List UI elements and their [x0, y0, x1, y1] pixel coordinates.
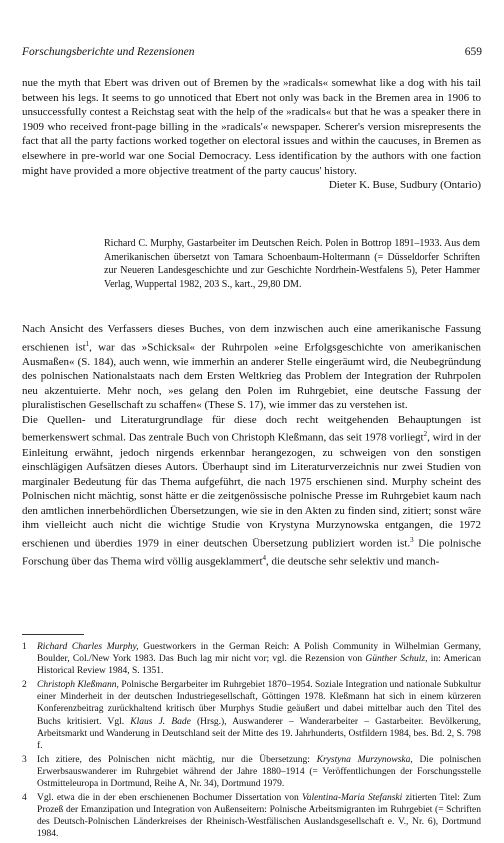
footnote — [22, 679, 481, 752]
text-segment: , wird in der Einleitung erwähnt, jedoch nirgends erkennbar herangezogen, zu schweigen von den sonstigen einschlägigen Aufsätzen dieses Autors. Überhaupt sind im Literaturverzeichnis nur zwei Studien von marginaler Bedeutung für das Thema aufgeführt, die nach 1975 erschienen sind. Murphy scheint des Polnischen nicht mächtig, sonst hätte er die zeitgenössische polnische Presse im Ruhrgebiet kaum nach den amtlichen innerbehördlichen Übersetzungen, wie sie in den Akten zu finden sind, zitiert; sonst wäre ihm vielleicht auch nicht die wichtige Studie von Krystyna Murzynowska entgangen, die 1972 erschienen und überdies 1979 in einer deutschen Übersetzung publiziert worden ist. — [22, 432, 481, 550]
footnote-number: 4 — [22, 793, 27, 804]
footnote-author: Valentina-Maria Stefanski — [301, 793, 403, 804]
text-segment: , war das »Schicksal« der Ruhrpolen »eine Erfolgsgeschichte von amerikanischen Ausmaßen« (S. 184), auch wenn, wie immerhin an anderer Stelle eingeräumt wird, die Neubegründung des polnischen Nationalstaats nach dem Ersten Weltkrieg das Problem der Integration der Ruhrpolen neu akzentuierte. Mehr noch, »es gelang den Polen im Ruhrgebiet, eine deutsche Fassung der pluralistischen Gesellschaft zu schaffen« (These S. 17), wie immer das zu verstehen ist. — [22, 341, 481, 412]
footnote-divider — [22, 634, 84, 635]
footnote-ref[interactable]: 4 — [262, 554, 267, 563]
footnote-author: Richard Charles Murphy, — [37, 642, 139, 652]
review-continuation — [22, 76, 481, 193]
reviewer-signature: Dieter K. Buse, Sudbury (Ontario) — [328, 179, 481, 192]
footnote-text: in: American Historical Review 1984, S. 1351. — [37, 654, 481, 677]
footnote-ref[interactable]: 2 — [423, 430, 428, 439]
text-segment: , die deutsche sehr selektiv und manch- — [266, 555, 440, 568]
footnote-text: Polnische Bergarbeiter im Ruhrgebiet 1870–1954. Soziale Integration und nationale Subkultur einer Minderheit in der deutschen Industriegesellschaft, Göttingen 1978. Kleßmann hat sich in einem kürzeren Konferenzbeitrag zurückhaltend kritisch über Murphys Studie geäußert und dabei mittelbar auch den Titel des Buchs kritisiert. Vgl. — [37, 680, 482, 727]
footnote-text: Guestworkers in the German Reich: A Polish Community in Wilhelmian Germany, Boulder, Col./New York 1983. Das Buch lag mir nicht vor; vgl. die Rezension von — [37, 642, 481, 665]
footnotes — [22, 641, 481, 843]
book-citation — [104, 237, 480, 291]
footnote — [22, 792, 481, 840]
footnote-number: 3 — [22, 754, 27, 765]
review-paragraph-2 — [22, 413, 481, 569]
running-header — [22, 46, 482, 60]
footnote-number: 2 — [22, 680, 27, 691]
text-segment: Die polnische Forschung über das Thema wird völlig ausgeklammert — [22, 537, 481, 568]
footnote-text: Die polnischen Erwerbsauswanderer im Ruhrgebiet während der Jahre 1880–1914 (= Veröffentlichungen der Forschungsstelle Ostmitteleuropa in Dortmund, Reihe A, Nr. 34), Dortmund 1979. — [37, 754, 482, 790]
footnote-text: Vgl. etwa die in der eben erschienenen Bochumer Dissertation von — [37, 793, 302, 804]
review-paragraph-1 — [22, 322, 481, 413]
footnote-ref[interactable]: 1 — [85, 339, 90, 348]
footnote-author: Christoph Kleßmann, — [37, 680, 119, 691]
footnote-author: Krystyna Murzynowska, — [316, 754, 413, 765]
footnote — [22, 754, 481, 790]
section-title: Forschungsberichte und Rezensionen — [22, 46, 195, 58]
footnote-text: (Hrsg.), Auswanderer – Wanderarbeiter – Gastarbeiter. Bevölkerung, Arbeitsmarkt und Wanderung in Deutschland seit der Mitte des 19. Jahrhunderts, Ostfildern 1984, bes. Bd. 2, S. 798 f. — [37, 716, 481, 751]
text-segment: Nach Ansicht des Verfassers dieses Buches, von dem inzwischen auch eine amerikanische Fassung erschienen ist — [22, 323, 481, 354]
page-number: 659 — [464, 46, 482, 58]
review-paragraph: nue the myth that Ebert was driven out of Bremen by the »radicals« somewhat like a dog with his tail between his legs. It seems to go unnoticed that Ebert not only was back in the Bremen area in 1906 to unsuccessfully contest a Reichstag seat with the help of the »radicals« but that he was a speaker there in 1909 who received front-page billing in the »radicals'« newspaper. Scherer's version misrepresents the fact that all the party factions worked together on electoral issues and within the caucuses, in Bremen as elsewhere in pre-world war one Social Democracy. Less identification by the authors with one faction might have provided a more objective treatment of the party caucus' history. — [22, 77, 481, 177]
review-body — [22, 322, 481, 569]
footnote-author: Klaus J. Bade — [130, 716, 191, 727]
text-segment: Die Quellen- und Literaturgrundlage für diese doch recht weitgehenden Behauptungen ist bemerkenswert schmal. Das zentrale Buch von Christoph Kleßmann, das seit 1978 vorliegt — [22, 413, 481, 445]
footnote-author: Günther Schulz, — [365, 654, 428, 665]
citation-text: Richard C. Murphy, Gastarbeiter im Deutschen Reich. Polen in Bottrop 1891–1933. Aus dem Amerikanischen übersetzt von Tamara Schoenbaum-Holtermann (= Düsseldorfer Schriften zur Neueren Landesgeschichte und zur Geschichte Nordrhein-Westfalens 5), Peter Hammer Verlag, Wuppertal 1982, 203 S., kart., 29,80 DM. — [104, 238, 480, 290]
footnote-text: Ich zitiere, des Polnischen nicht mächtig, nur die Übersetzung: — [37, 754, 317, 765]
footnote-ref[interactable]: 3 — [410, 535, 414, 544]
footnote-text: zitierten Titel: Zum Prozeß der Emanzipation und Integration von Außenseitern: Polnische Arbeitsmigranten im Ruhrgebiet (= Schriften des Deutsch-Polnischen Länderkreises der Rheinisch-Westfälischen Auslandsgesellschaft e. V., Nr. 6), Dortmund 1984. — [37, 793, 482, 840]
footnote — [22, 641, 481, 677]
footnote-number: 1 — [22, 642, 27, 652]
